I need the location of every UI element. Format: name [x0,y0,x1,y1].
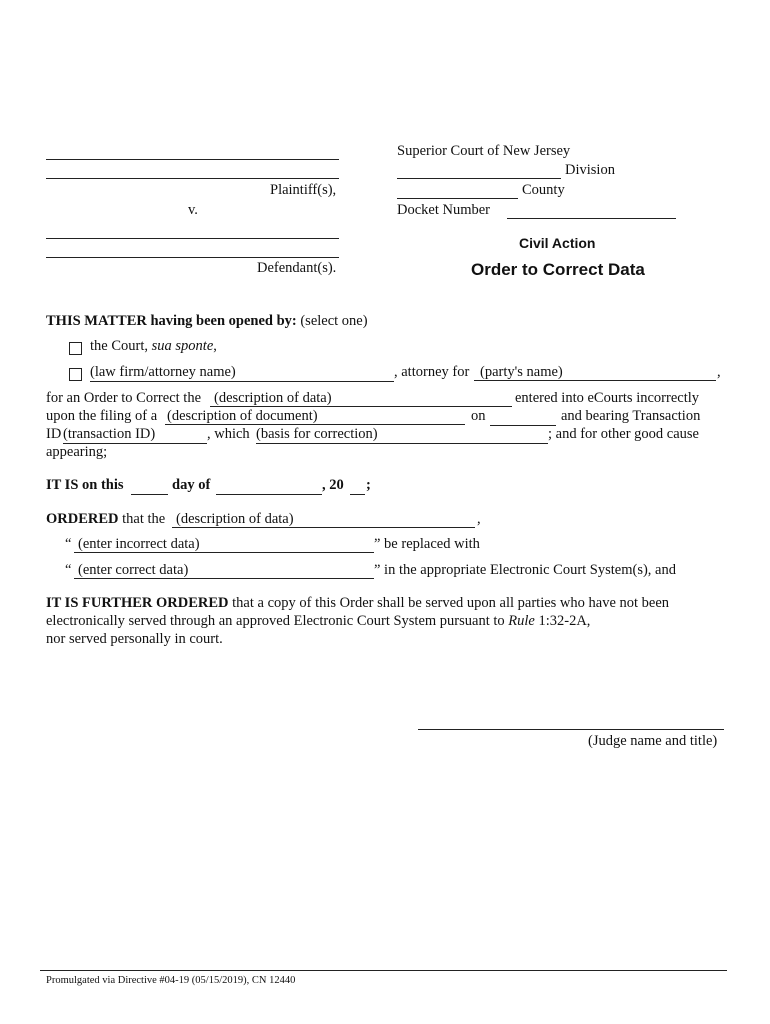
body-line2-a: upon the filing of a [46,408,158,424]
ordered-lead: ORDERED that the [46,511,166,527]
body-line4: appearing; [46,444,108,460]
correct-data-field[interactable]: (enter correct data) [74,562,374,579]
ordered-suffix: , [477,511,481,527]
footer-text: Promulgated via Directive #04-19 (05/15/2019), CN 12440 [46,975,296,986]
incorrect-rest: ” be replaced with [374,536,480,552]
opening-select: (select one) [300,313,368,329]
judge-label: (Judge name and title) [588,733,718,749]
defendant-label: Defendant(s). [257,260,337,276]
option-attorney-checkbox[interactable] [69,368,82,381]
document-description-field[interactable]: (description of document) [165,408,465,425]
division-label: Division [565,162,615,178]
day-field[interactable] [131,477,168,495]
dated-b: day of [172,477,211,493]
body-line1-a: for an Order to Correct the [46,390,202,406]
civil-action-label: Civil Action [519,235,596,251]
year-field[interactable] [350,477,365,495]
docket-number-field[interactable] [507,218,676,219]
party-name-field[interactable]: (party's name) [474,364,716,381]
correction-basis-field[interactable]: (basis for correction) [256,426,548,444]
county-label: County [522,182,565,198]
body-line1-b: entered into eCourts incorrectly [515,390,700,406]
plaintiff-label: Plaintiff(s), [270,182,337,198]
division-field[interactable] [397,178,561,179]
defendant-line-1[interactable] [46,238,339,239]
dated-c: , 20 [322,477,344,493]
dated-a: IT IS on this [46,477,124,493]
further-line2: electronically served through an approved Electronic Court System pursuant to Rule 1:32-2A, [46,613,591,629]
body-line2-c: and bearing Transaction [561,408,701,424]
incorrect-open-quote: “ [65,536,72,552]
transaction-id-field[interactable]: (transaction ID) [63,426,207,444]
further-line1: IT IS FURTHER ORDERED that a copy of this Order shall be served upon all parties who have not been [46,595,670,611]
opening-line [46,313,368,330]
versus-label: v. [188,202,198,218]
filing-date-field[interactable] [490,408,556,426]
further-line3: nor served personally in court. [46,631,223,647]
ordered-data-field[interactable]: (description of data) [172,511,475,528]
month-field[interactable] [216,477,322,495]
body-line2-on: on [471,408,486,424]
plaintiff-line-2[interactable] [46,178,339,179]
data-description-field[interactable]: (description of data) [210,390,512,407]
law-firm-field[interactable]: (law firm/attorney name) [90,364,394,382]
county-field[interactable] [397,198,518,199]
footer-rule [40,970,727,971]
body-line3-c: ; and for other good cause [548,426,699,442]
docket-label: Docket Number [397,202,491,218]
attorney-for-text: , attorney for [394,364,470,380]
court-name: Superior Court of New Jersey [397,143,571,159]
attorney-suffix: , [717,364,721,380]
judge-signature-line[interactable] [418,729,724,730]
body-line3-id: ID [46,426,62,442]
plaintiff-line-1[interactable] [46,159,339,160]
correct-open-quote: “ [65,562,72,578]
option-court-checkbox[interactable] [69,342,82,355]
correct-rest: ” in the appropriate Electronic Court System(s), and [374,562,676,578]
option-court-label: the Court, sua sponte, [90,338,217,354]
body-line3-which: , which [207,426,250,442]
defendant-line-2[interactable] [46,257,339,258]
dated-d: ; [366,477,371,493]
opening-lead: THIS MATTER having been opened by: [46,313,297,329]
order-title: Order to Correct Data [471,260,645,279]
incorrect-data-field[interactable]: (enter incorrect data) [74,536,374,553]
